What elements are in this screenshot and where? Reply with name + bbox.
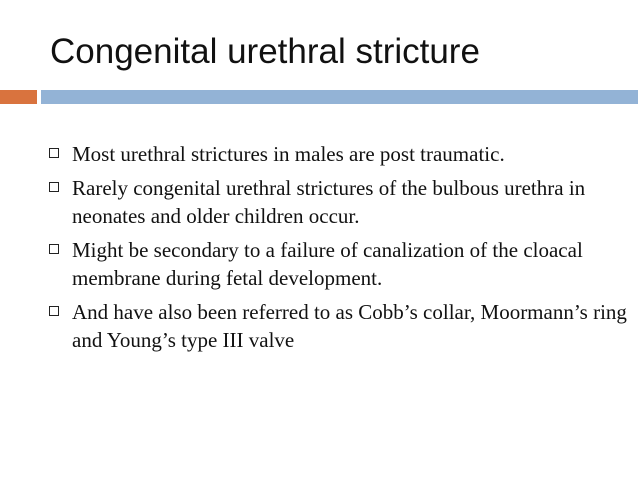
bullet-text: Rarely congenital urethral strictures of the bulbous urethra in neonates and older children occur. [72,176,586,228]
bullet-item [48,174,628,230]
hollow-square-icon [49,148,59,158]
accent-bar-blue [41,90,638,104]
hollow-square-icon [49,244,59,254]
bullet-list [48,140,628,360]
bullet-item [48,140,628,168]
bullet-text: And have also been referred to as Cobb’s collar, Moormann’s ring and Young’s type III valve [72,300,627,352]
bullet-text: Might be secondary to a failure of canalization of the cloacal membrane during fetal development. [72,238,583,290]
hollow-square-icon [49,306,59,316]
bullet-item [48,236,628,292]
bullet-text: Most urethral strictures in males are post traumatic. [72,142,505,166]
hollow-square-icon [49,182,59,192]
accent-bar-orange [0,90,37,104]
bullet-item [48,298,628,354]
slide-title: Congenital urethral stricture [50,32,480,71]
